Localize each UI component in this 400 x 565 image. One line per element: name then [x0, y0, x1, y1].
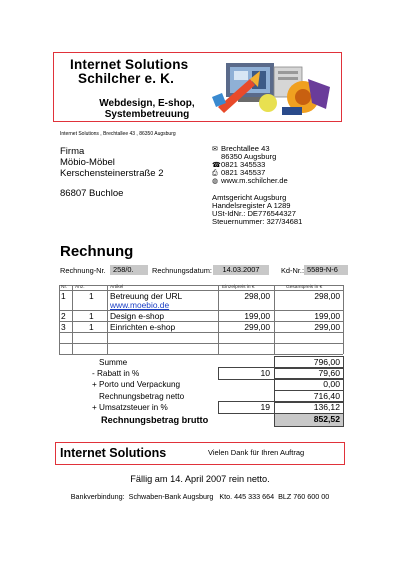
- customer-nr-label: Kd-Nr.:: [281, 266, 304, 275]
- due-date-note: Fällig am 14. April 2007 rein netto.: [130, 474, 270, 484]
- bank-details: Bankverbindung: Schwaben-Bank Augsburg Kto. 445 333 664 BLZ 760 600 00: [70, 492, 330, 501]
- contact-vat: USt-IdNr.: DE776544327: [212, 209, 297, 218]
- contact-street: Brechtallee 43: [221, 144, 270, 153]
- rabatt-percent: 10: [260, 368, 270, 378]
- col-header-gesamtpreis: Gesamtpreis in €: [286, 285, 323, 290]
- contact-tax: Steuernummer: 327/34681: [212, 217, 303, 226]
- row-artikel: Design e-shop: [110, 311, 165, 321]
- recipient-line4: 86807 Buchloe: [60, 188, 124, 199]
- rabatt-value: 79,60: [318, 368, 340, 378]
- recipient-line3: Kerschensteinerstraße 2: [60, 168, 164, 179]
- footer-thanks: Vielen Dank für Ihren Auftrag: [208, 448, 305, 457]
- ust-label: + Umsatzsteuer in %: [92, 403, 168, 412]
- summe-value: 796,00: [313, 357, 340, 367]
- company-name-line1: Internet Solutions: [70, 57, 189, 72]
- row-nr: 2: [61, 311, 66, 321]
- ust-percent: 19: [260, 402, 270, 412]
- contact-fax: 0821 345537: [221, 168, 266, 177]
- row-einzelpreis: 298,00: [244, 291, 270, 301]
- row-anz: 1: [89, 291, 94, 301]
- row-artikel: Betreuung der URL: [110, 291, 183, 301]
- col-header-einzelpreis: Einzelpreis in €: [222, 285, 255, 290]
- company-logo-illustration: [208, 57, 334, 119]
- invoice-nr-value: 258/0.: [110, 265, 148, 275]
- recipient-line1: Firma: [60, 146, 85, 157]
- invoice-nr-label: Rechnung-Nr.: [60, 266, 106, 275]
- contact-web: www.m.schilcher.de: [221, 176, 288, 185]
- invoice-title: Rechnung: [60, 243, 134, 260]
- contact-phone: 0821 345533: [221, 160, 266, 169]
- customer-nr-value: 5589-N-6: [304, 265, 348, 275]
- contact-city: 86350 Augsburg: [221, 152, 277, 161]
- row-gesamtpreis: 298,00: [314, 291, 340, 301]
- row-anz: 1: [89, 311, 94, 321]
- sender-line: Internet Solutions , Brechtallee 43 , 86350 Augsburg: [60, 131, 176, 137]
- footer-box: [55, 442, 345, 465]
- summe-label: Summe: [99, 358, 128, 367]
- recipient-line2: Möbio-Möbel: [60, 157, 115, 168]
- company-tagline1: Webdesign, E-shop,: [99, 98, 195, 109]
- company-tagline2: Systembetreuung: [104, 109, 190, 120]
- company-name-line2: Schilcher e. K.: [78, 71, 175, 86]
- row-einzelpreis: 299,00: [244, 322, 270, 332]
- brutto-value: 852,52: [313, 414, 340, 424]
- invoice-date-value: 14.03.2007: [213, 265, 269, 275]
- row-gesamtpreis: 299,00: [314, 322, 340, 332]
- ust-value: 136,12: [313, 402, 340, 412]
- row-einzelpreis: 199,00: [244, 311, 270, 321]
- contact-register: Handelsregister A 1289: [212, 201, 291, 210]
- row-anz: 1: [89, 322, 94, 332]
- brutto-label: Rechnungsbetrag brutto: [101, 415, 209, 425]
- row-gesamtpreis: 199,00: [314, 311, 340, 321]
- col-header-nr: Nr.: [61, 285, 68, 290]
- netto-value: 716,40: [313, 391, 340, 401]
- footer-company-name: Internet Solutions: [60, 446, 167, 460]
- row-nr: 3: [61, 322, 66, 332]
- phone-icon: ☎: [212, 162, 221, 169]
- fax-icon: ⎙: [212, 170, 218, 177]
- contact-court: Amtsgericht Augsburg: [212, 193, 287, 202]
- porto-label: + Porto und Verpackung: [92, 380, 181, 389]
- mail-icon: ✉: [212, 146, 218, 153]
- contact-web-row: [212, 177, 288, 187]
- invoice-date-label: Rechnungsdatum:: [152, 266, 212, 275]
- rabatt-label: - Rabatt in %: [92, 369, 140, 378]
- col-header-anz: Anz.: [75, 285, 85, 290]
- porto-value: 0,00: [323, 379, 340, 389]
- row-artikel: Einrichten e-shop: [110, 322, 176, 332]
- row-link[interactable]: www.moebio.de: [110, 300, 170, 310]
- col-header-artikel: Artikel: [110, 285, 124, 290]
- row-nr: 1: [61, 291, 66, 301]
- globe-icon: ◍: [212, 178, 219, 185]
- netto-label: Rechnungsbetrag netto: [99, 392, 185, 401]
